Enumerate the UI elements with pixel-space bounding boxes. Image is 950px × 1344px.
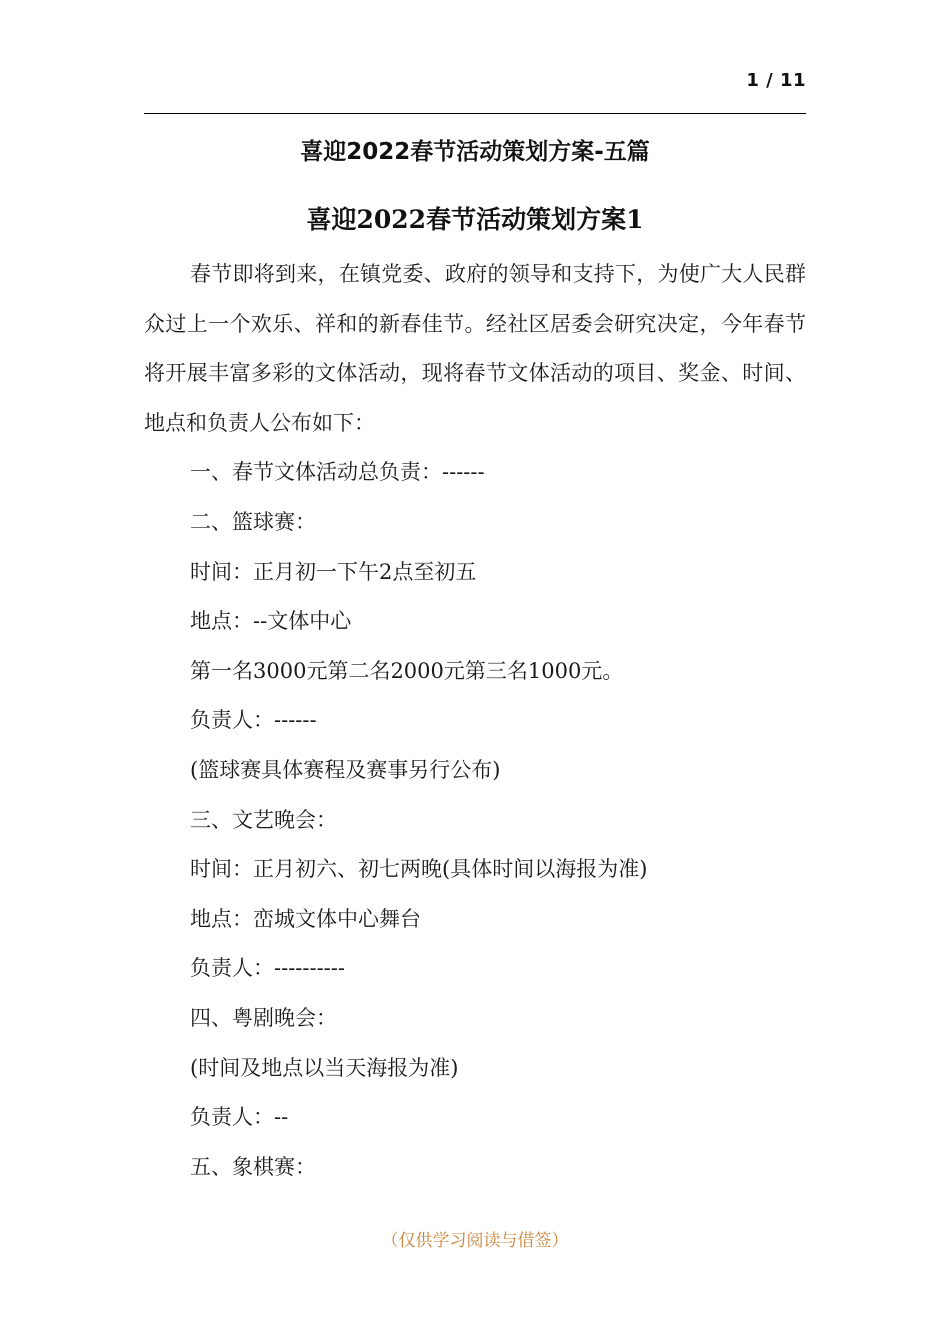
body-line: 二、篮球赛： bbox=[190, 509, 316, 534]
section-title: 喜迎2022春节活动策划方案1 bbox=[306, 205, 644, 234]
body-line: (时间及地点以当天海报为准) bbox=[190, 1055, 459, 1080]
body-line: 地点：峦城文体中心舞台 bbox=[190, 906, 421, 931]
body-line: 负责人：---------- bbox=[190, 956, 345, 981]
body-line: 时间：正月初一下午2点至初五 bbox=[190, 559, 477, 584]
body-line: 五、象棋赛： bbox=[190, 1154, 316, 1179]
document-title: 喜迎2022春节活动策划方案-五篇 bbox=[300, 139, 650, 165]
body-line: (篮球赛具体赛程及赛事另行公布) bbox=[190, 757, 501, 782]
header-rule bbox=[144, 113, 806, 114]
body-line: 四、粤剧晚会： bbox=[190, 1005, 337, 1030]
body-line: 时间：正月初六、初七两晚(具体时间以海报为准) bbox=[190, 857, 648, 882]
body-line: 地点：--文体中心 bbox=[190, 609, 352, 634]
document-body bbox=[144, 250, 806, 1192]
body-line: 负责人：------ bbox=[190, 708, 317, 733]
page-number: 1 / 11 bbox=[746, 70, 806, 91]
footer-note: （仅供学习阅读与借签） bbox=[381, 1231, 569, 1251]
body-line: 一、春节文体活动总负责：------ bbox=[190, 460, 485, 485]
body-line: 三、文艺晚会： bbox=[190, 807, 337, 832]
body-line: 第一名3000元第二名2000元第三名1000元。 bbox=[190, 658, 624, 683]
body-line: 负责人：-- bbox=[190, 1105, 289, 1130]
intro-paragraph: 春节即将到来，在镇党委、政府的领导和支持下，为使广大人民群众过上一个欢乐、祥和的新春佳节。经社区居委会研究决定，今年春节将开展丰富多彩的文体活动，现将春节文体活动的项目、奖金、时间、地点和负责人公布如下： bbox=[144, 262, 806, 435]
